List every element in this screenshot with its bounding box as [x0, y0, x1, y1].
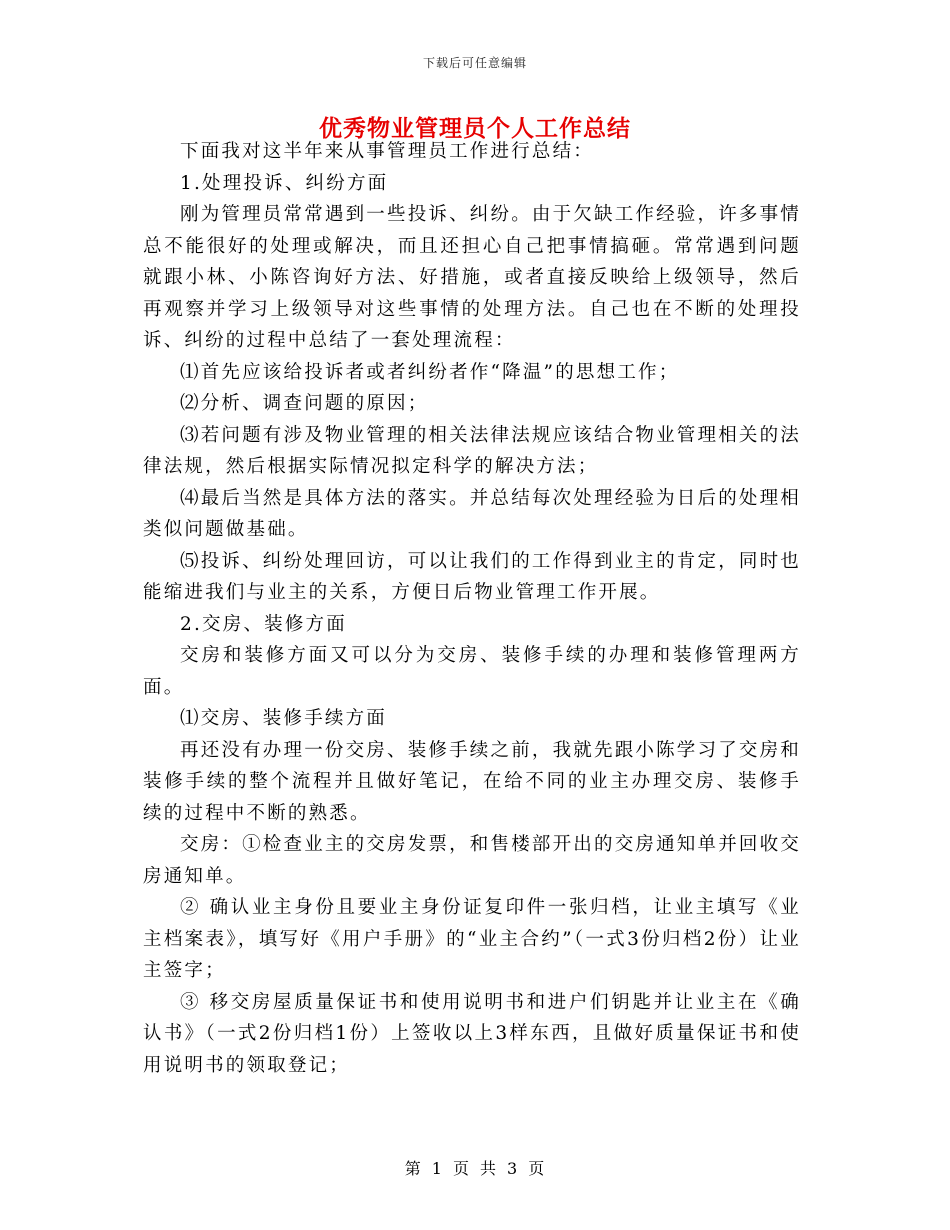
section-heading-handover: 2.交房、装修方面: [180, 613, 347, 635]
paragraph-procedures-body: 再还没有办理一份交房、装修手续之前，我就先跟小陈学习了交房和装修手续的整个流程并且做好笔记，在给不同的业主办理交房、装修手续的过程中不断的熟悉。: [143, 739, 802, 824]
document-body: [143, 136, 801, 1081]
paragraph-handover-step-2: ② 确认业主身份且要业主身份证复印件一张归档，让业主填写《业主档案表》，填写好《用户手册》的“业主合约”（一式3份归档2份）让业主签字；: [143, 897, 801, 981]
paragraph-complaints-body: 刚为管理员常常遇到一些投诉、纠纷。由于欠缺工作经验，许多事情总不能很好的处理或解决，而且还担心自己把事情搞砸。常常遇到问题就跟小林、小陈咨询好方法、好措施，或者直接反映给上级领导，然后再观察并学习上级领导对这些事情的处理方法。自己也在不断的处理投诉、纠纷的过程中总结了一套处理流程：: [143, 204, 802, 351]
document-title: 优秀物业管理员个人工作总结: [319, 115, 631, 142]
footer-page-word: 页: [452, 1159, 470, 1178]
footer-total-pages: 3: [507, 1159, 519, 1178]
section-heading-complaints: 1.处理投诉、纠纷方面: [180, 172, 389, 194]
paragraph-intro: 下面我对这半年来从事管理员工作进行总结：: [180, 141, 595, 162]
list-item-step-2: ⑵分析、调查问题的原因；: [180, 393, 429, 414]
paragraph-handover-step-3: ③ 移交房屋质量保证书和使用说明书和进户们钥匙并让业主在《确认书》（一式2份归档1份）上签收以上3样东西，且做好质量保证书和使用说明书的领取登记；: [143, 991, 801, 1076]
list-item-step-5: ⑸投诉、纠纷处理回访，可以让我们的工作得到业主的肯定，同时也能缩进我们与业主的关系，方便日后物业管理工作开展。: [143, 550, 802, 603]
list-item-step-3: ⑶若问题有涉及物业管理的相关法律法规应该结合物业管理相关的法律法规，然后根据实际情况拟定科学的解决方法；: [143, 424, 802, 477]
footer-total-word: 共: [480, 1159, 498, 1178]
header-note: 下载后可任意编辑: [422, 56, 527, 70]
subsection-heading-procedures: ⑴交房、装修手续方面: [180, 708, 388, 729]
footer-suffix: 页: [528, 1159, 546, 1178]
list-item-step-1: ⑴首先应该给投诉者或者纠纷者作“降温”的思想工作；: [180, 361, 680, 383]
paragraph-handover-intro: 交房和装修方面又可以分为交房、装修手续的办理和装修管理两方面。: [143, 645, 801, 698]
page-footer: [0, 1156, 950, 1179]
paragraph-handover-step-1: 交房：①检查业主的交房发票，和售楼部开出的交房通知单并回收交房通知单。: [143, 834, 802, 887]
footer-current-page: 1: [431, 1159, 443, 1178]
list-item-step-4: ⑷最后当然是具体方法的落实。并总结每次处理经验为日后的处理相类似问题做基础。: [143, 487, 802, 540]
footer-prefix: 第: [404, 1159, 422, 1178]
